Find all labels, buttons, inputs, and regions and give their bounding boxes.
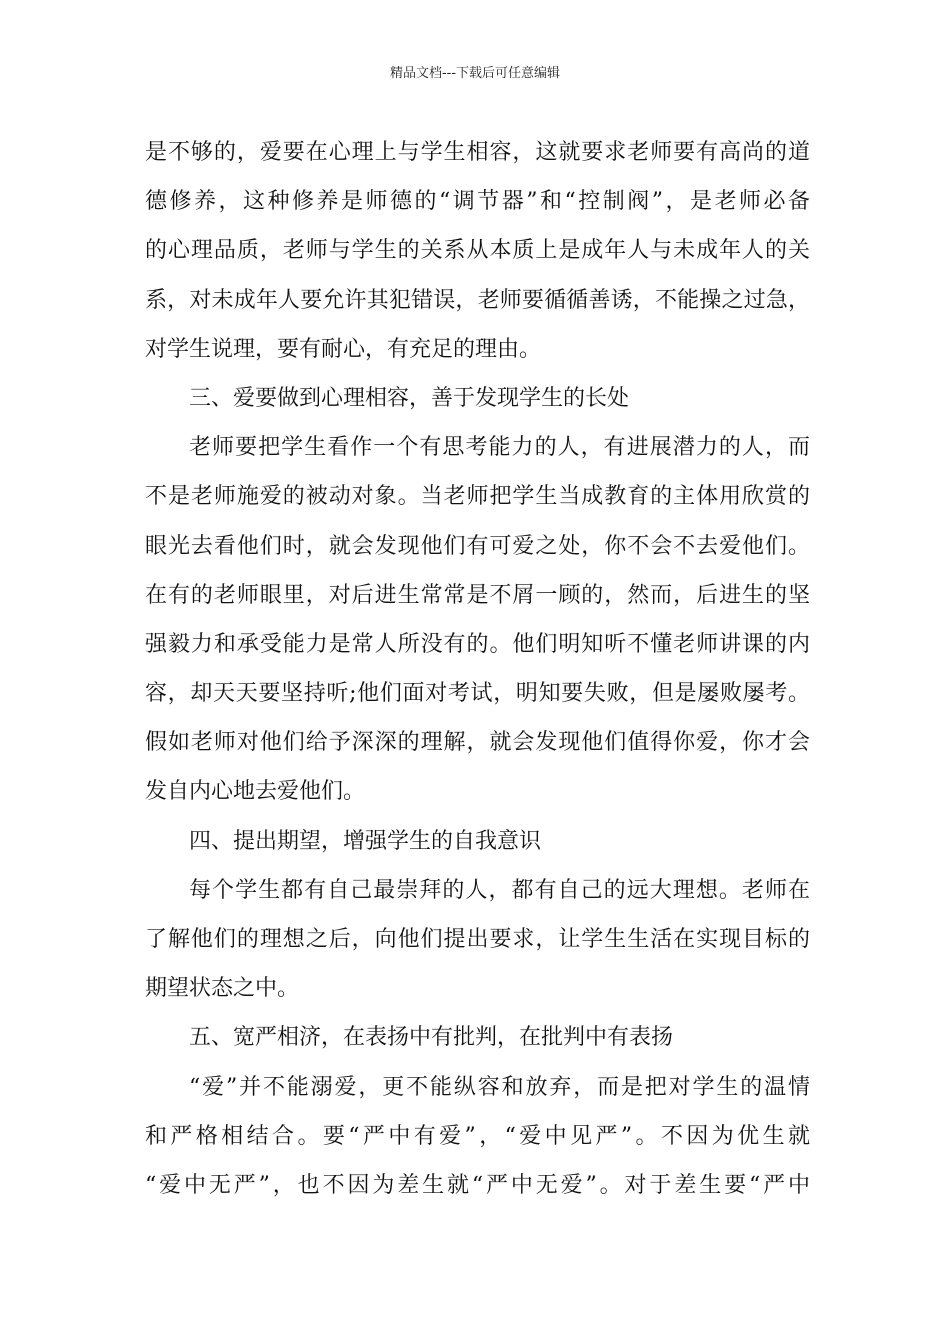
text-line: 对学生说理，要有耐心，有充足的理由。 — [145, 336, 542, 362]
section-heading: 四、提出期望，增强学生的自我意识 — [189, 828, 542, 854]
text-line: 假如老师对他们给予深深的理解，就会发现他们值得你爱，你才会 — [145, 730, 810, 756]
page-header: 精品文档---下载后可任意编辑 — [389, 66, 561, 81]
paragraph-first-line: 老师要把学生看作一个有思考能力的人，有进展潜力的人，而 — [189, 435, 810, 461]
text-line: 强毅力和承受能力是常人所没有的。他们明知听不懂老师讲课的内 — [145, 631, 810, 657]
text-line: 了解他们的理想之后，向他们提出要求，让学生生活在实现目标的 — [145, 927, 810, 952]
section-heading: 三、爱要做到心理相容，善于发现学生的长处 — [189, 385, 630, 411]
text-line: 系，对未成年人要允许其犯错误，老师要循循善诱，不能操之过急， — [145, 287, 810, 313]
text-line: 是不够的，爱要在心理上与学生相容，这就要求老师要有高尚的道 — [145, 140, 810, 165]
paragraph-first-line: 每个学生都有自己最崇拜的人，都有自己的远大理想。老师在 — [189, 877, 810, 903]
text-line: 眼光去看他们时，就会发现他们有可爱之处，你不会不去爱他们。 — [145, 533, 810, 559]
text-line: 德修养，这种修养是师德的“调节器”和“控制阀”，是老师必备 — [145, 189, 810, 215]
section-heading: 五、宽严相济，在表扬中有批判，在批判中有表扬 — [189, 1025, 674, 1051]
text-line: 期望状态之中。 — [145, 976, 300, 1002]
text-line: “爱中无严”，也不因为差生就“严中无爱”。对于差生要“严中 — [145, 1172, 810, 1198]
text-line: 在有的老师眼里，对后进生常常是不屑一顾的，然而，后进生的坚 — [145, 582, 810, 608]
text-line: 发自内心地去爱他们。 — [145, 779, 366, 805]
document-body — [145, 128, 810, 1210]
text-line: 和严格相结合。要“严中有爱”，“爱中见严”。不因为优生就 — [145, 1123, 810, 1149]
text-line: 的心理品质，老师与学生的关系从本质上是成年人与未成年人的关 — [145, 238, 810, 264]
paragraph-first-line: “爱”并不能溺爱，更不能纵容和放弃，而是把对学生的温情 — [189, 1074, 810, 1100]
text-line: 不是老师施爱的被动对象。当老师把学生当成教育的主体用欣赏的 — [145, 484, 810, 510]
text-line: 容，却天天要坚持听;他们面对考试，明知要失败，但是屡败屡考。 — [145, 681, 810, 707]
